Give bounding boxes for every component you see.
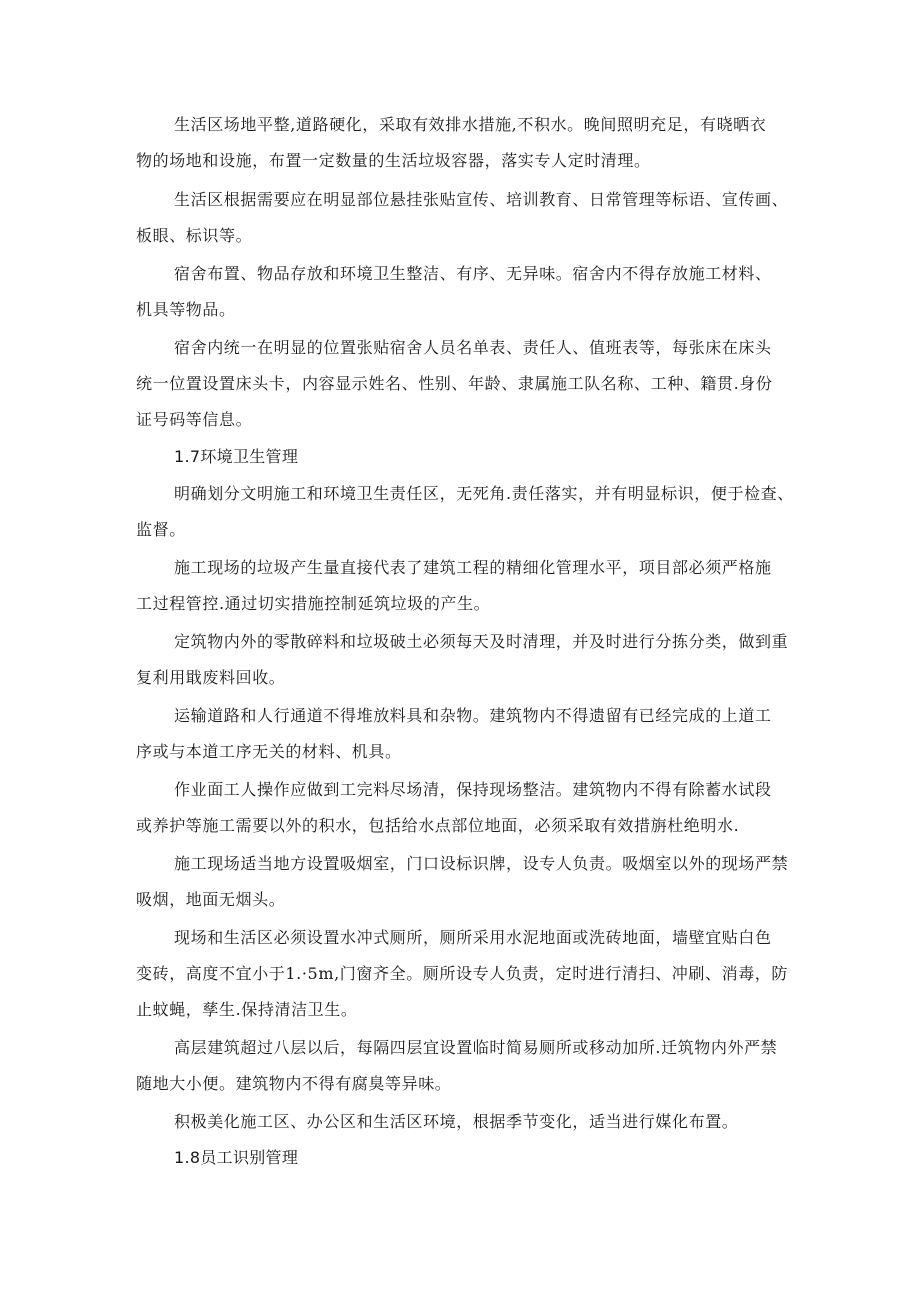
paragraph-line: 明确划分文明施工和环境卫生责任区，无死角.责任落实，并有明显标识，便于检查、: [174, 484, 794, 503]
paragraph-line: 高层建筑超过八层以后，每隔四层宜设置临时简易厕所或移动加所.迁筑物内外严禁: [174, 1038, 778, 1057]
paragraph-line: 或养护等施工需要以外的积水，包括给水点部位地面，必须采取有效措旃杜绝明水.: [136, 816, 740, 835]
section-heading: 1.8员工识别管理: [174, 1148, 299, 1167]
paragraph-line: 运输道路和人行通道不得堆放料具和杂物。建筑物内不得遗留有已经完成的上道工: [174, 706, 772, 725]
paragraph-line: 定筑物内外的零散碎料和垃圾破土必须每天及时清理，并及时进行分拣分类，做到重: [174, 632, 789, 651]
paragraph-line: 生活区场地平整,道路硬化，采取有效排水措施,不积水。晚间照明充足，有晓晒衣: [174, 115, 767, 134]
paragraph-line: 监督。: [136, 520, 186, 539]
paragraph-line: 板眼、标识等。: [136, 226, 253, 245]
paragraph-line: 物的场地和设施，布置一定数量的生活垃圾容器，落实专人定时清理。: [136, 151, 651, 170]
paragraph-line: 随地大小便。建筑物内不得有腐臭等异味。: [136, 1074, 452, 1093]
paragraph-line: 证号码等信息。: [136, 410, 253, 429]
paragraph-line: 积极美化施工区、办公区和生活区环境，根据季节变化，适当进行媒化布置。: [174, 1112, 739, 1131]
paragraph-line: 宿舍布置、物品存放和环境卫生整洁、有序、无异味。宿舍内不得存放施工材料、: [174, 264, 772, 283]
section-heading: 1.7环境卫生管理: [174, 447, 299, 466]
paragraph-line: 工过程管控.通过切实措施控制延筑垃圾的产生。: [136, 594, 491, 613]
paragraph-line: 止蚊蝇，孳生.保持清洁卫生。: [136, 1000, 358, 1019]
paragraph-line: 现场和生活区必须设置水冲式厕所，厕所采用水泥地面或洗砖地面，墙壁宜贴白色: [174, 928, 772, 947]
paragraph-line: 宿舍内统一在明显的位置张贴宿舍人员名单表、责任人、值班表等，每张床在床头: [174, 338, 772, 357]
paragraph-line: 吸烟，地面无烟头。: [136, 890, 286, 909]
paragraph-line: 序或与本道工序无关的材料、机具。: [136, 742, 402, 761]
paragraph-line: 机具等物品。: [136, 300, 236, 319]
paragraph-line: 施工现场适当地方设置吸烟室，门口设标识牌，设专人负责。吸烟室以外的现场严禁: [174, 854, 789, 873]
paragraph-line: 变砖，高度不宜小于1.·5m,门窗齐全。厕所设专人负责，定时进行清扫、冲刷、消毒，防: [136, 964, 788, 983]
paragraph-line: 复利用戢废料回收。: [136, 668, 286, 687]
paragraph-line: 施工现场的垃圾产生量直接代表了建筑工程的精细化管理水平，项目部必须严格施: [174, 558, 772, 577]
paragraph-line: 统一位置设置床头卡，内容显示姓名、性别、年龄、隶属施工队名称、工种、籍贯.身份: [136, 374, 773, 393]
paragraph-line: 作业面工人操作应做到工完料尽场清，保持现场整洁。建筑物内不得有除蓄水试段: [174, 780, 772, 799]
paragraph-line: 生活区根据需要应在明显部位悬挂张贴宣传、培训教育、日常管理等标语、宣传画、: [174, 190, 789, 209]
